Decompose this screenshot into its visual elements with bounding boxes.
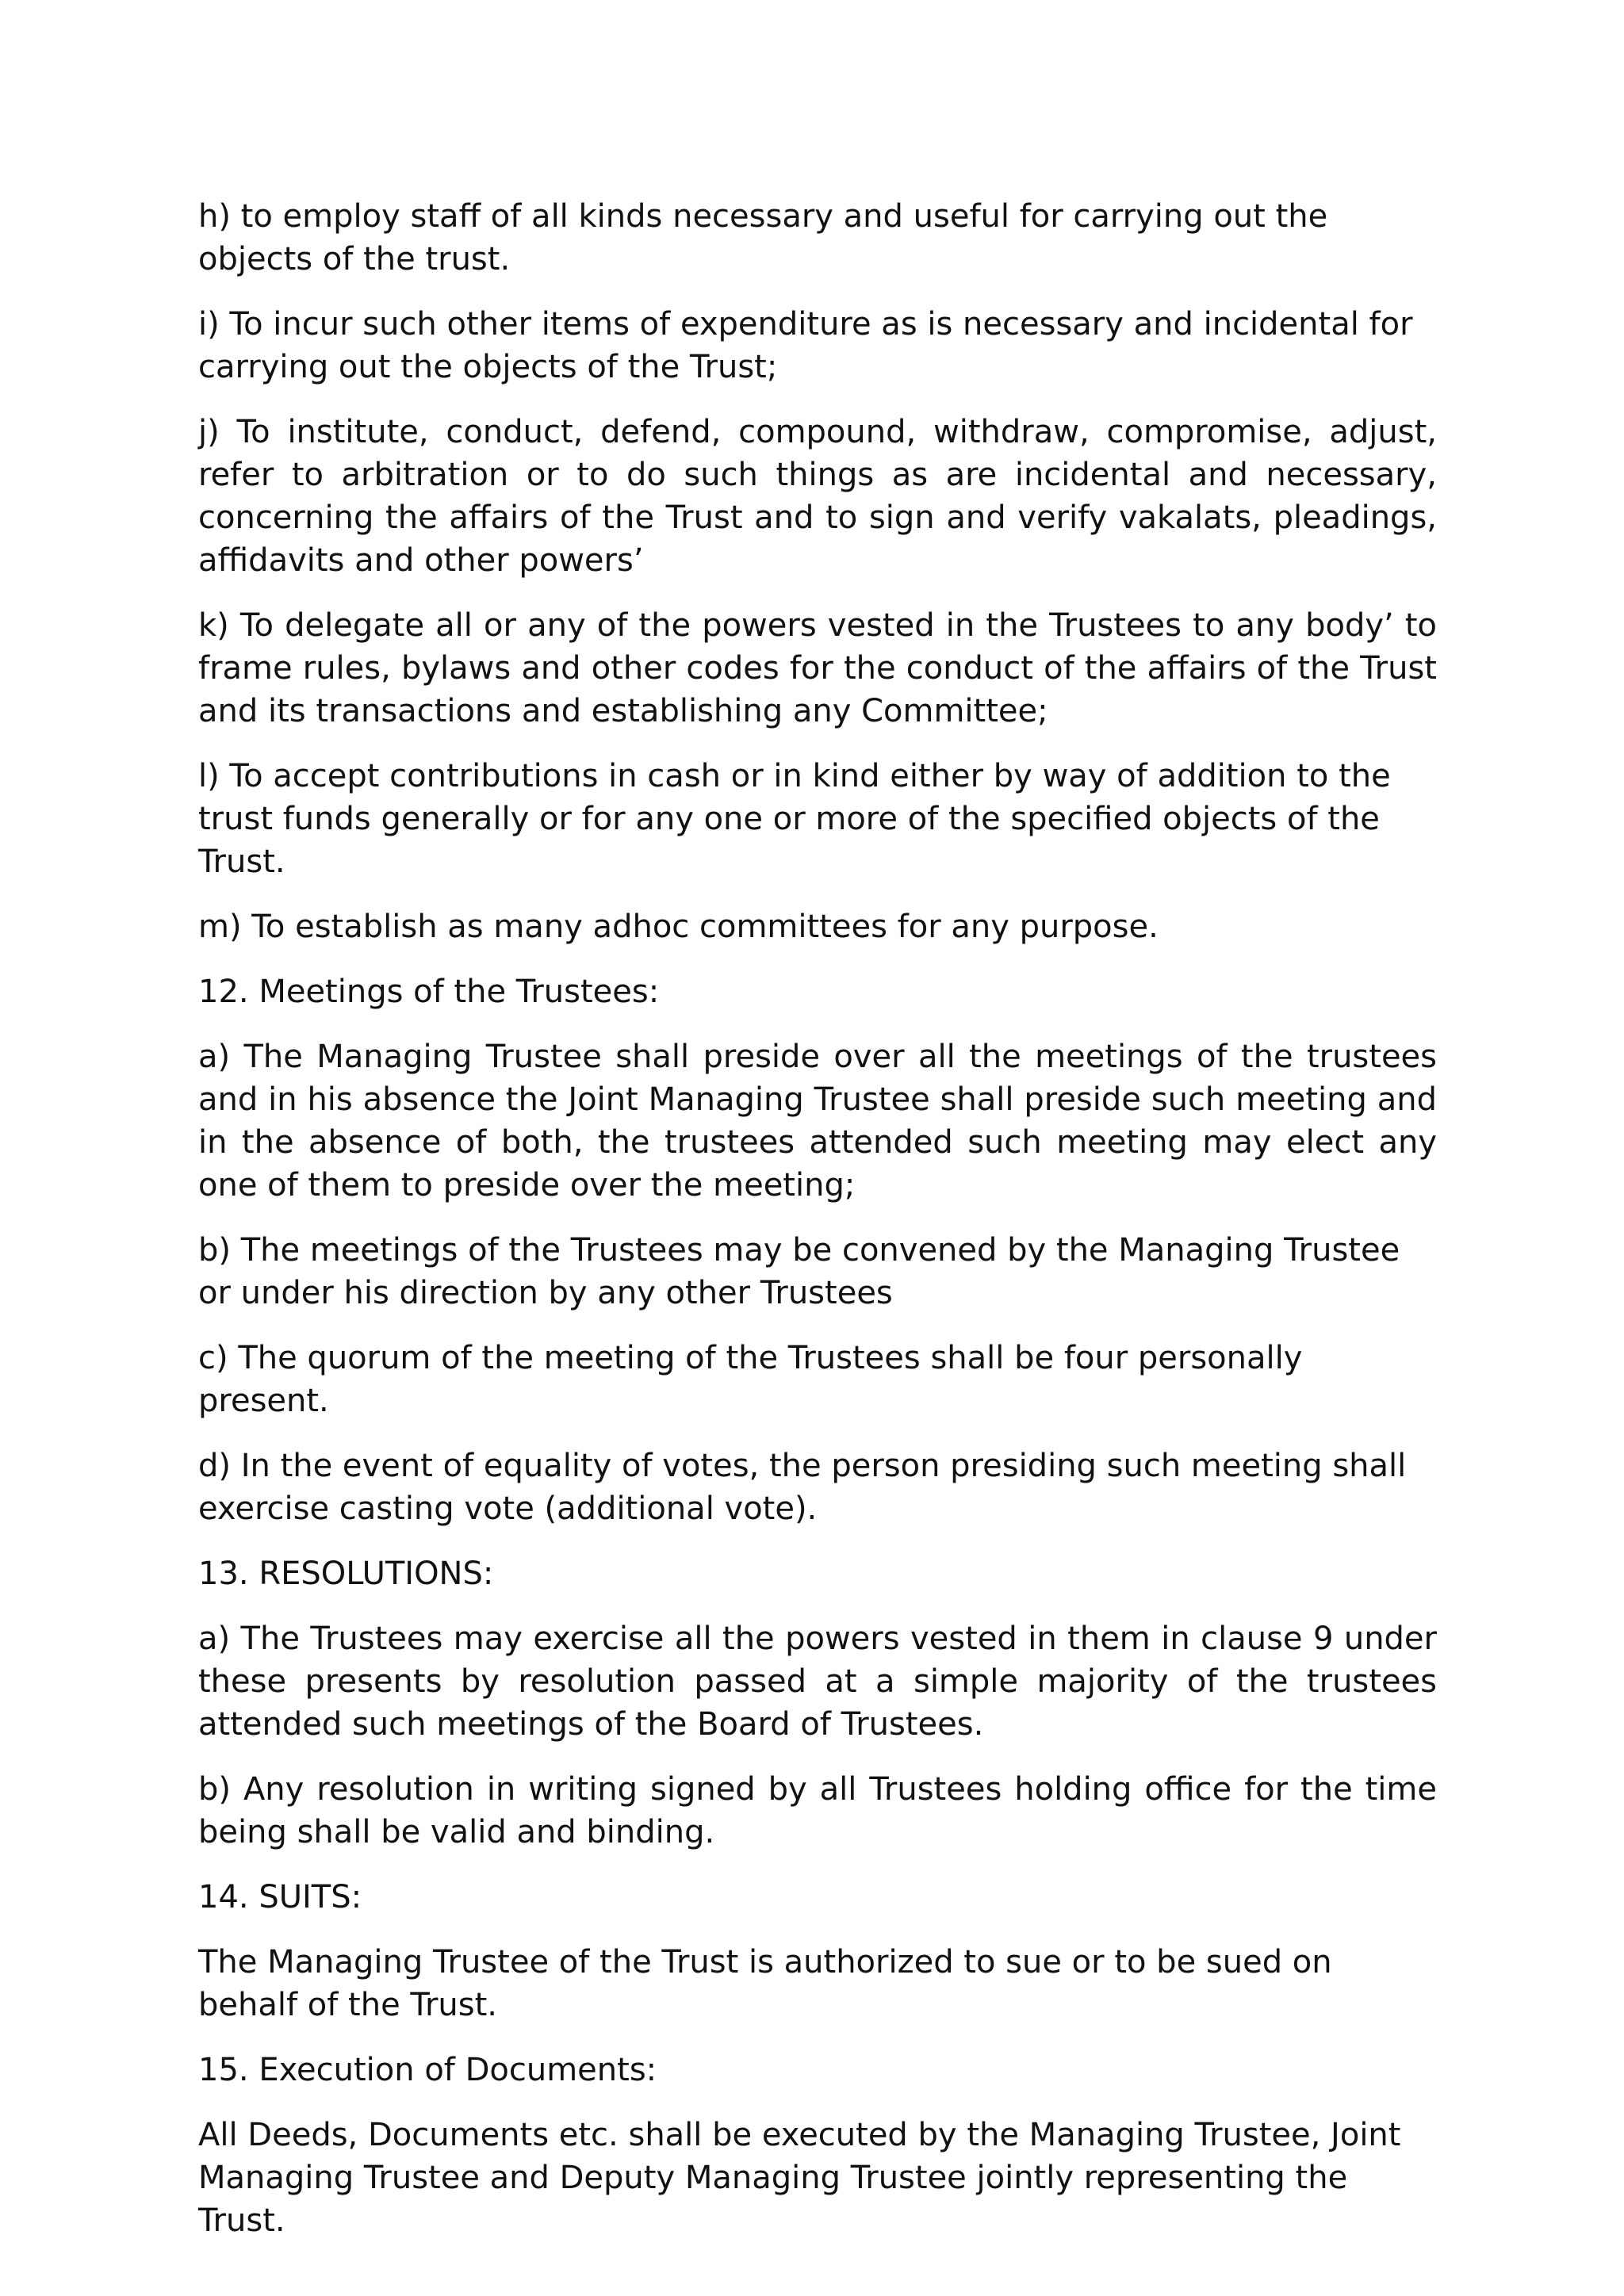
section-15-text: All Deeds, Documents etc. shall be executed by the Managing Trustee, Joint Managing Trustee and Deputy Managing Trustee jointly representing the Trust. xyxy=(198,2117,1401,2239)
section-13-clause-a: a) The Trustees may exercise all the powers vested in them in clause 9 under these presents by resolution passed at a simple majority of the trustees attended such meetings of the Board of Trustees. xyxy=(198,1621,1437,1743)
section-13-clause-b: b) Any resolution in writing signed by all Trustees holding office for the time being shall be valid and binding. xyxy=(198,1771,1437,1850)
section-15-heading: 15. Execution of Documents: xyxy=(198,2052,657,2088)
clause-i-incur-expenditure: i) To incur such other items of expenditure as is necessary and incidental for carrying out the objects of the Trust; xyxy=(198,306,1413,385)
section-12-clause-c: c) The quorum of the meeting of the Trustees shall be four personally present. xyxy=(198,1340,1303,1419)
document-body xyxy=(198,195,1437,2264)
clause-k-delegate-powers: k) To delegate all or any of the powers vested in the Trustees to any body’ to frame rules, bylaws and other codes for the conduct of the affairs of the Trust and its transactions and establishing any Committee; xyxy=(198,607,1437,729)
section-12-clause-a: a) The Managing Trustee shall preside over all the meetings of the trustees and in his absence the Joint Managing Trustee shall preside such meeting and in the absence of both, the trustees attended such meeting may elect any one of them to preside over the meeting; xyxy=(198,1039,1437,1203)
section-12-clause-b: b) The meetings of the Trustees may be convened by the Managing Trustee or under his direction by any other Trustees xyxy=(198,1232,1400,1311)
section-12-heading: 12. Meetings of the Trustees: xyxy=(198,974,660,1010)
section-13-heading: 13. RESOLUTIONS: xyxy=(198,1556,494,1592)
clause-l-accept-contributions: l) To accept contributions in cash or in kind either by way of addition to the trust funds generally or for any one or more of the specified objects of the Trust. xyxy=(198,758,1391,880)
clause-j-institute-conduct: j) To institute, conduct, defend, compound, withdraw, compromise, adjust, refer to arbitration or to do such things as are incidental and necessary, concerning the affairs of the Trust and to sign and verify vakalats, pleadings, affidavits and other powers’ xyxy=(198,414,1437,579)
section-14-text: The Managing Trustee of the Trust is authorized to sue or to be sued on behalf of the Trust. xyxy=(198,1944,1332,2023)
clause-m-adhoc-committees: m) To establish as many adhoc committees for any purpose. xyxy=(198,909,1159,945)
clause-h-employ-staff: h) to employ staff of all kinds necessary and useful for carrying out the objects of the trust. xyxy=(198,198,1328,277)
section-12-clause-d: d) In the event of equality of votes, the person presiding such meeting shall exercise casting vote (additional vote). xyxy=(198,1448,1407,1527)
section-14-heading: 14. SUITS: xyxy=(198,1879,362,1915)
